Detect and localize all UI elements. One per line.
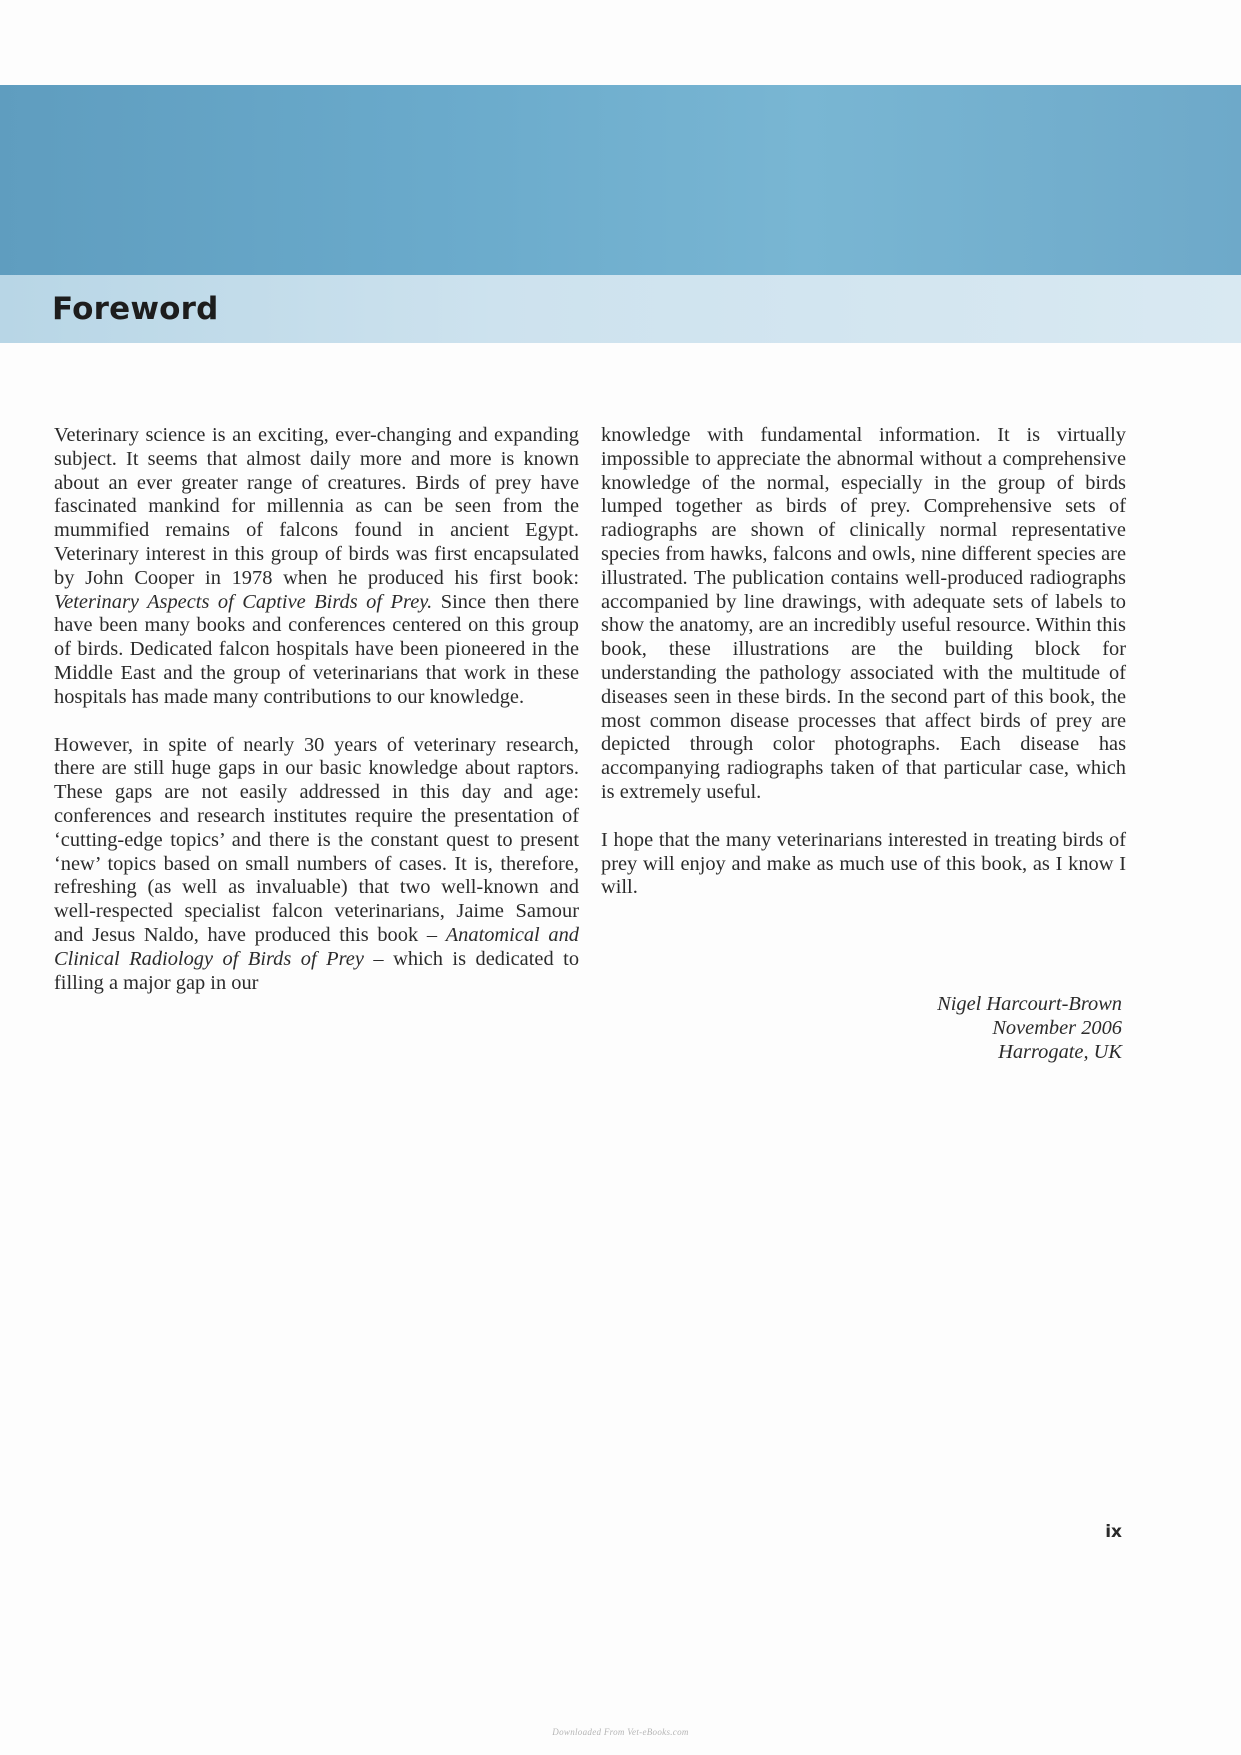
- signature-date: November 2006: [992, 1016, 1122, 1039]
- page-title: Foreword: [52, 291, 219, 327]
- signature-block: [800, 993, 1122, 1064]
- left-paragraph-1: [54, 424, 579, 710]
- header-color-band: [0, 85, 1241, 275]
- left-paragraph-2-text-continued: – which is dedicated to filling a major gap in our: [54, 947, 580, 994]
- page-number: ix: [1105, 1522, 1122, 1542]
- author-name: Nigel Harcourt-Brown: [937, 993, 1122, 1015]
- book-title-veterinary-aspects: Veterinary Aspects of Captive Birds of Prey.: [54, 590, 433, 613]
- right-paragraph-1: knowledge with fundamental information. It is virtually impossible to appreciate the abnormal without a comprehensive knowledge of the normal, especially in the group of birds lumped together as birds of prey. Comprehensive sets of radiographs are shown of clinically normal representative species from hawks, falcons and owls, nine different species are illustrated. The publication contains well-produced radiographs accompanied by line drawings, with adequate sets of labels to show the anatomy, are an incredibly useful resource. Within this book, these illustrations are the building block for understanding the pathology associated with the multitude of diseases seen in these birds. In the second part of this book, the most common disease processes that affect birds of prey are depicted through color photographs. Each disease has accompanying radiographs taken of that particular case, which is extremely useful.: [601, 424, 1126, 803]
- left-text-column: [54, 424, 579, 1019]
- left-paragraph-1-text-continued: Since then there have been many books and conferences centered on this group of birds. Dedicated falcon hospitals have been pioneered in the Middle East and the group of veterinarians that work in these hospitals has made many contributions to our knowledge.: [54, 590, 579, 708]
- book-title-anatomical-radiology: Anatomical and Clinical Radiology of Birds of Prey: [54, 923, 579, 970]
- right-text-column: [601, 424, 1126, 924]
- right-paragraph-2: I hope that the many veterinarians interested in treating birds of prey will enjoy and make as much use of this book, as I know I will.: [601, 828, 1126, 899]
- left-paragraph-2-text: However, in spite of nearly 30 years of veterinary research, there are still huge gaps in our basic knowledge about raptors. These gaps are not easily addressed in this day and age: conferences and research institutes require the presentation of ‘cutting-edge topics’ and there is the constant quest to present ‘new’ topics based on small numbers of cases. It is, therefore, refreshing (as well as invaluable) that two well-known and well-respected specialist falcon veterinarians, Jaime Samour and Jesus Naldo, have produced this book –: [54, 733, 579, 946]
- left-paragraph-2: [54, 734, 579, 996]
- download-watermark: Downloaded From Vet-eBooks.com: [552, 1727, 689, 1737]
- left-paragraph-1-text: Veterinary science is an exciting, ever-changing and expanding subject. It seems that almost daily more and more is known about an ever greater range of creatures. Birds of prey have fascinated mankind for millennia as can be seen from the mummified remains of falcons found in ancient Egypt. Veterinary interest in this group of birds was first encapsulated by John Cooper in 1978 when he produced his first book:: [54, 424, 579, 589]
- signature-place: Harrogate, UK: [998, 1040, 1122, 1063]
